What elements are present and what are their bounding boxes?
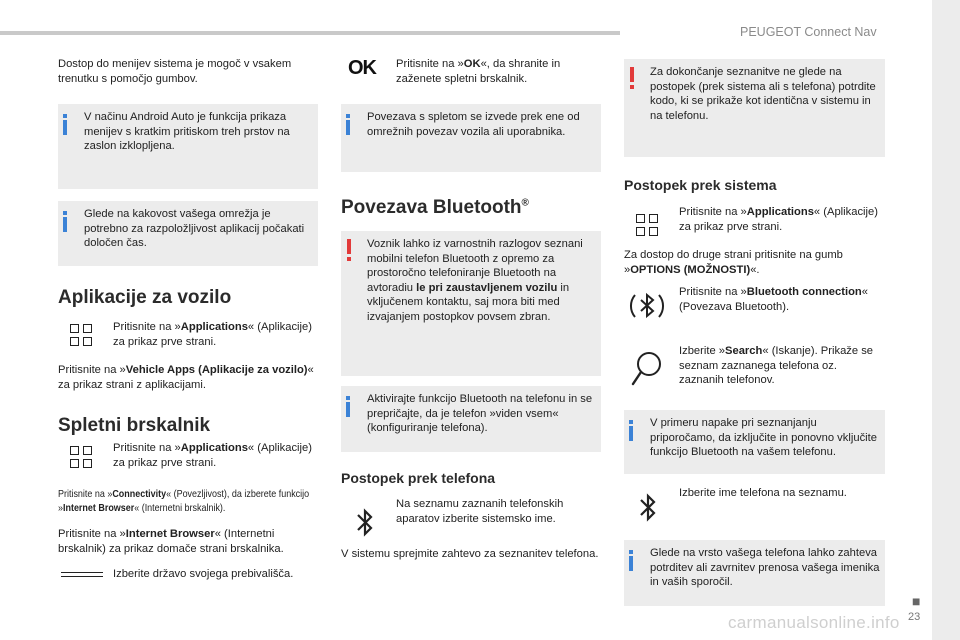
heading-system-procedure: Postopek prek sistema	[624, 177, 777, 193]
info-box-android-auto	[58, 104, 318, 189]
browser-step-1: Pritisnite na »Applications« (Aplikacije) za prikaz prve strani.	[113, 442, 312, 469]
page-sidebar	[932, 0, 960, 640]
system-step-1: Pritisnite na »Applications« (Aplikacije) za prikaz prve strani.	[679, 206, 878, 233]
apps-step-1: Pritisnite na »Applications« (Aplikacije) za prikaz prve strani.	[113, 321, 312, 348]
system-step-5: Izberite ime telefona na seznamu.	[679, 487, 847, 499]
phone-step-2: V sistemu sprejmite zahtevo za seznanitev telefona.	[341, 548, 599, 560]
heading-bluetooth: Povezava Bluetooth®	[341, 197, 529, 218]
search-icon	[630, 350, 664, 390]
system-step-2: Za dostop do druge strani pritisnite na gumb »OPTIONS (MOŽNOSTI)«.	[624, 249, 843, 276]
bluetooth-icon	[354, 506, 376, 540]
info-text: Aktivirajte funkcijo Bluetooth na telefonu in se prepričajte, da je telefon »viden vsem« (konfiguriranje telefona).	[367, 393, 593, 434]
header-title: PEUGEOT Connect Nav	[740, 25, 877, 39]
heading-browser: Spletni brskalnik	[58, 415, 211, 436]
bluetooth-icon	[637, 491, 659, 525]
heading-vehicle-apps: Aplikacije za vozilo	[58, 287, 232, 308]
watermark: carmanualsonline.info	[728, 613, 900, 632]
phone-step-1: Na seznamu zaznanih telefonskih aparatov izberite sistemsko ime.	[396, 498, 564, 525]
info-text: V primeru napake pri seznanjanju priporočamo, da izključite in ponovno vključite funkcijo Bluetooth na vašem telefonu.	[650, 417, 877, 458]
info-box-connection	[341, 104, 601, 172]
info-text: Povezava s spletom se izvede prek ene od omrežnih povezav vozila ali uporabnika.	[367, 111, 580, 138]
header-rule	[0, 31, 620, 35]
warning-box-confirm-code	[624, 59, 885, 157]
browser-step-3: Pritisnite na »Internet Browser« (Internetni brskalnik) za prikaz domače strani brskalnika.	[58, 528, 284, 555]
ok-button-icon: OK	[348, 57, 376, 79]
bluetooth-connection-icon	[626, 285, 668, 327]
ok-step: Pritisnite na »OK«, da shranite in zaženete spletni brskalnik.	[396, 58, 561, 85]
warning-text: Voznik lahko iz varnostnih razlogov seznani mobilni telefon Bluetooth z opremo za prostoročno telefoniranje Bluetooth na avtoradiu le pri zaustavljenem vozilu in vključenem kontaktu, saj mora biti med izvajanjem postopkov povsem zbran.	[367, 238, 583, 323]
browser-step-4: Izberite državo svojega prebivališča.	[113, 568, 294, 580]
applications-icon	[636, 214, 658, 236]
input-field-icon	[61, 572, 103, 577]
info-text: Glede na kakovost vašega omrežja je potrebno za razpoložljivost aplikacij počakati določen čas.	[84, 208, 305, 249]
page-number: 23	[908, 611, 921, 623]
system-step-3: Pritisnite na »Bluetooth connection« (Povezava Bluetooth).	[679, 286, 868, 313]
warning-box-safety	[341, 231, 601, 376]
heading-phone-procedure: Postopek prek telefona	[341, 470, 496, 486]
system-step-4: Izberite »Search« (Iskanje). Prikaže se seznam zaznanega telefona oz. zaznanih telefonov.	[679, 345, 874, 386]
intro-text: Dostop do menijev sistema je mogoč v vsakem trenutku s pomočjo gumbov.	[58, 58, 292, 85]
info-text: Glede na vrsto vašega telefona lahko zahteva potrditev ali zavrnitev prenosa vašega imenika in vaših sporočil.	[650, 547, 880, 588]
corner-mark: ■	[912, 593, 921, 609]
info-box-pairing-error	[624, 410, 885, 474]
info-text: V načinu Android Auto je funkcija prikaza menijev s kratkim pritiskom treh prstov na zaslon izklopljena.	[84, 111, 290, 152]
info-box-phonebook	[624, 540, 885, 606]
applications-icon	[70, 446, 92, 468]
info-box-network	[58, 201, 318, 266]
browser-step-2: Pritisnite na »Connectivity« (Povezljivost), da izberete funkcijo »Internet Browser« (Internetni brskalnik).	[58, 489, 310, 514]
info-box-activate-bluetooth	[341, 386, 601, 452]
warning-text: Za dokončanje seznanitve ne glede na postopek (prek sistema ali s telefona) potrdite kodo, ki se prikaže kot identična v sistemu in na telefonu.	[650, 66, 876, 122]
apps-step-2: Pritisnite na »Vehicle Apps (Aplikacije za vozilo)« za prikaz strani z aplikacijami.	[58, 364, 314, 391]
applications-icon	[70, 324, 92, 346]
